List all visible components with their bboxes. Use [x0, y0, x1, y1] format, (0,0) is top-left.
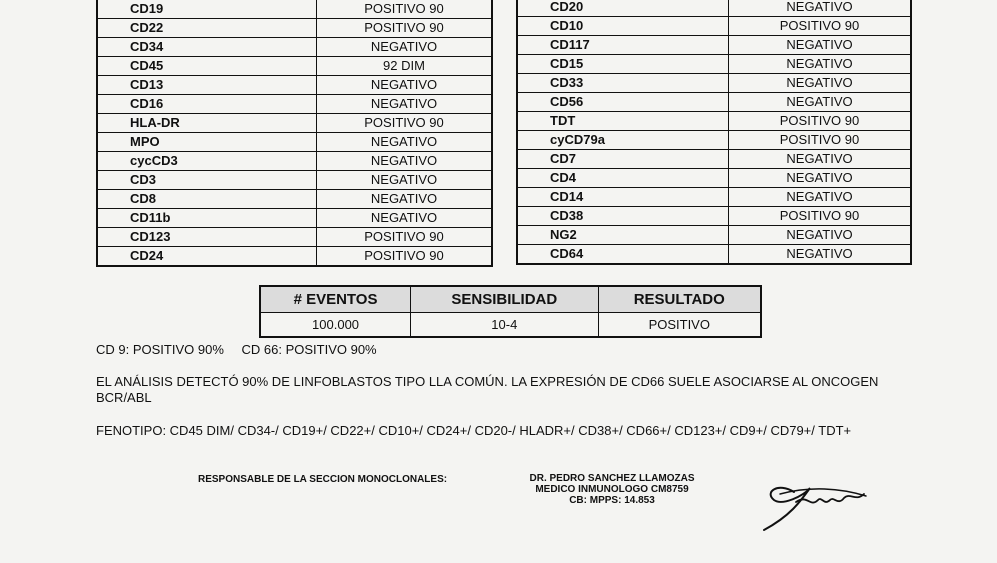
- marker-result: POSITIVO 90: [317, 247, 493, 267]
- marker-result: POSITIVO 90: [317, 114, 493, 133]
- marker-name: CD56: [517, 93, 729, 112]
- responsible-label: RESPONSABLE DE LA SECCION MONOCLONALES:: [198, 474, 448, 485]
- marker-result: NEGATIVO: [729, 93, 912, 112]
- right-marker-row: [517, 131, 911, 150]
- marker-result: NEGATIVO: [317, 133, 493, 152]
- marker-result: NEGATIVO: [729, 0, 912, 17]
- marker-name: CD24: [97, 247, 317, 267]
- marker-name: CD10: [517, 17, 729, 36]
- marker-name: CD15: [517, 55, 729, 74]
- marker-name: MPO: [97, 133, 317, 152]
- right-marker-row: [517, 74, 911, 93]
- marker-name: NG2: [517, 226, 729, 245]
- right-marker-row: [517, 17, 911, 36]
- marker-table-right: [516, 0, 912, 265]
- right-marker-row: [517, 93, 911, 112]
- marker-result: POSITIVO 90: [729, 112, 912, 131]
- sensitivity-value: 10-4: [411, 313, 598, 338]
- left-marker-row: [97, 171, 492, 190]
- marker-result: NEGATIVO: [729, 150, 912, 169]
- left-marker-row: [97, 95, 492, 114]
- handwritten-signature: [760, 472, 870, 534]
- left-marker-row: [97, 57, 492, 76]
- right-marker-row: [517, 112, 911, 131]
- left-marker-row: [97, 76, 492, 95]
- left-marker-row: [97, 133, 492, 152]
- marker-name: CD45: [97, 57, 317, 76]
- left-marker-row: [97, 152, 492, 171]
- left-marker-row: [97, 247, 492, 267]
- analysis-paragraph: EL ANÁLISIS DETECTÓ 90% DE LINFOBLASTOS TIPO LLA COMÚN. LA EXPRESIÓN DE CD66 SUELE ASOCIARSE AL ONCOGEN BCR/ABL: [96, 374, 879, 405]
- summary-header-row: [260, 286, 761, 313]
- doctor-signature-block: [512, 473, 712, 506]
- marker-result: POSITIVO 90: [729, 131, 912, 150]
- marker-name: CD4: [517, 169, 729, 188]
- result-header: RESULTADO: [598, 286, 761, 313]
- doctor-title: MEDICO INMUNOLOGO CM8759: [535, 484, 689, 495]
- sensitivity-header: SENSIBILIDAD: [411, 286, 598, 313]
- right-marker-row: [517, 55, 911, 74]
- left-marker-row: [97, 209, 492, 228]
- left-marker-row: [97, 0, 492, 19]
- cd66-result: CD 66: POSITIVO 90%: [241, 342, 377, 357]
- marker-name: CD16: [97, 95, 317, 114]
- right-marker-row: [517, 226, 911, 245]
- marker-name: CD8: [97, 190, 317, 209]
- marker-name: cycCD3: [97, 152, 317, 171]
- marker-name: CD13: [97, 76, 317, 95]
- result-value: POSITIVO: [598, 313, 761, 338]
- marker-name: CD20: [517, 0, 729, 17]
- marker-name: TDT: [517, 112, 729, 131]
- marker-name: cyCD79a: [517, 131, 729, 150]
- right-marker-row: [517, 150, 911, 169]
- marker-name: CD11b: [97, 209, 317, 228]
- phenotype-paragraph: FENOTIPO: CD45 DIM/ CD34-/ CD19+/ CD22+/ CD10+/ CD24+/ CD20-/ HLADR+/ CD38+/ CD66+/ CD123+/ CD9+/ CD79+/ TDT+: [96, 423, 852, 438]
- marker-name: CD38: [517, 207, 729, 226]
- marker-result: POSITIVO 90: [317, 19, 493, 38]
- marker-result: POSITIVO 90: [317, 228, 493, 247]
- marker-result: NEGATIVO: [729, 226, 912, 245]
- marker-result: NEGATIVO: [317, 209, 493, 228]
- left-marker-row: [97, 38, 492, 57]
- right-marker-row: [517, 169, 911, 188]
- marker-result: NEGATIVO: [729, 245, 912, 265]
- marker-result: NEGATIVO: [317, 38, 493, 57]
- marker-name: CD19: [97, 0, 317, 19]
- left-marker-row: [97, 190, 492, 209]
- marker-name: CD64: [517, 245, 729, 265]
- right-marker-row: [517, 36, 911, 55]
- marker-name: CD34: [97, 38, 317, 57]
- marker-table-left: [96, 0, 493, 267]
- marker-result: NEGATIVO: [729, 55, 912, 74]
- marker-result: NEGATIVO: [317, 95, 493, 114]
- marker-result: NEGATIVO: [729, 36, 912, 55]
- marker-result: POSITIVO 90: [729, 17, 912, 36]
- events-header: # EVENTOS: [260, 286, 411, 313]
- right-marker-row: [517, 188, 911, 207]
- marker-result: NEGATIVO: [729, 188, 912, 207]
- right-marker-row: [517, 0, 911, 17]
- marker-result: NEGATIVO: [317, 171, 493, 190]
- marker-name: CD123: [97, 228, 317, 247]
- marker-result: NEGATIVO: [729, 169, 912, 188]
- marker-result: NEGATIVO: [317, 190, 493, 209]
- summary-table: [259, 285, 762, 338]
- marker-name: HLA-DR: [97, 114, 317, 133]
- marker-name: CD117: [517, 36, 729, 55]
- left-marker-row: [97, 114, 492, 133]
- left-marker-row: [97, 19, 492, 38]
- marker-result: 92 DIM: [317, 57, 493, 76]
- extra-markers: [96, 342, 391, 358]
- doctor-registry: CB: MPPS: 14.853: [569, 495, 655, 506]
- marker-name: CD7: [517, 150, 729, 169]
- marker-result: POSITIVO 90: [729, 207, 912, 226]
- events-value: 100.000: [260, 313, 411, 338]
- marker-result: NEGATIVO: [317, 76, 493, 95]
- marker-name: CD33: [517, 74, 729, 93]
- summary-value-row: [260, 313, 761, 338]
- marker-result: NEGATIVO: [317, 152, 493, 171]
- marker-name: CD3: [97, 171, 317, 190]
- right-marker-row: [517, 207, 911, 226]
- marker-name: CD22: [97, 19, 317, 38]
- marker-result: NEGATIVO: [729, 74, 912, 93]
- doctor-name: DR. PEDRO SANCHEZ LLAMOZAS: [529, 473, 695, 484]
- cd9-result: CD 9: POSITIVO 90%: [96, 342, 224, 357]
- left-marker-row: [97, 228, 492, 247]
- marker-result: POSITIVO 90: [317, 0, 493, 19]
- marker-name: CD14: [517, 188, 729, 207]
- right-marker-row: [517, 245, 911, 265]
